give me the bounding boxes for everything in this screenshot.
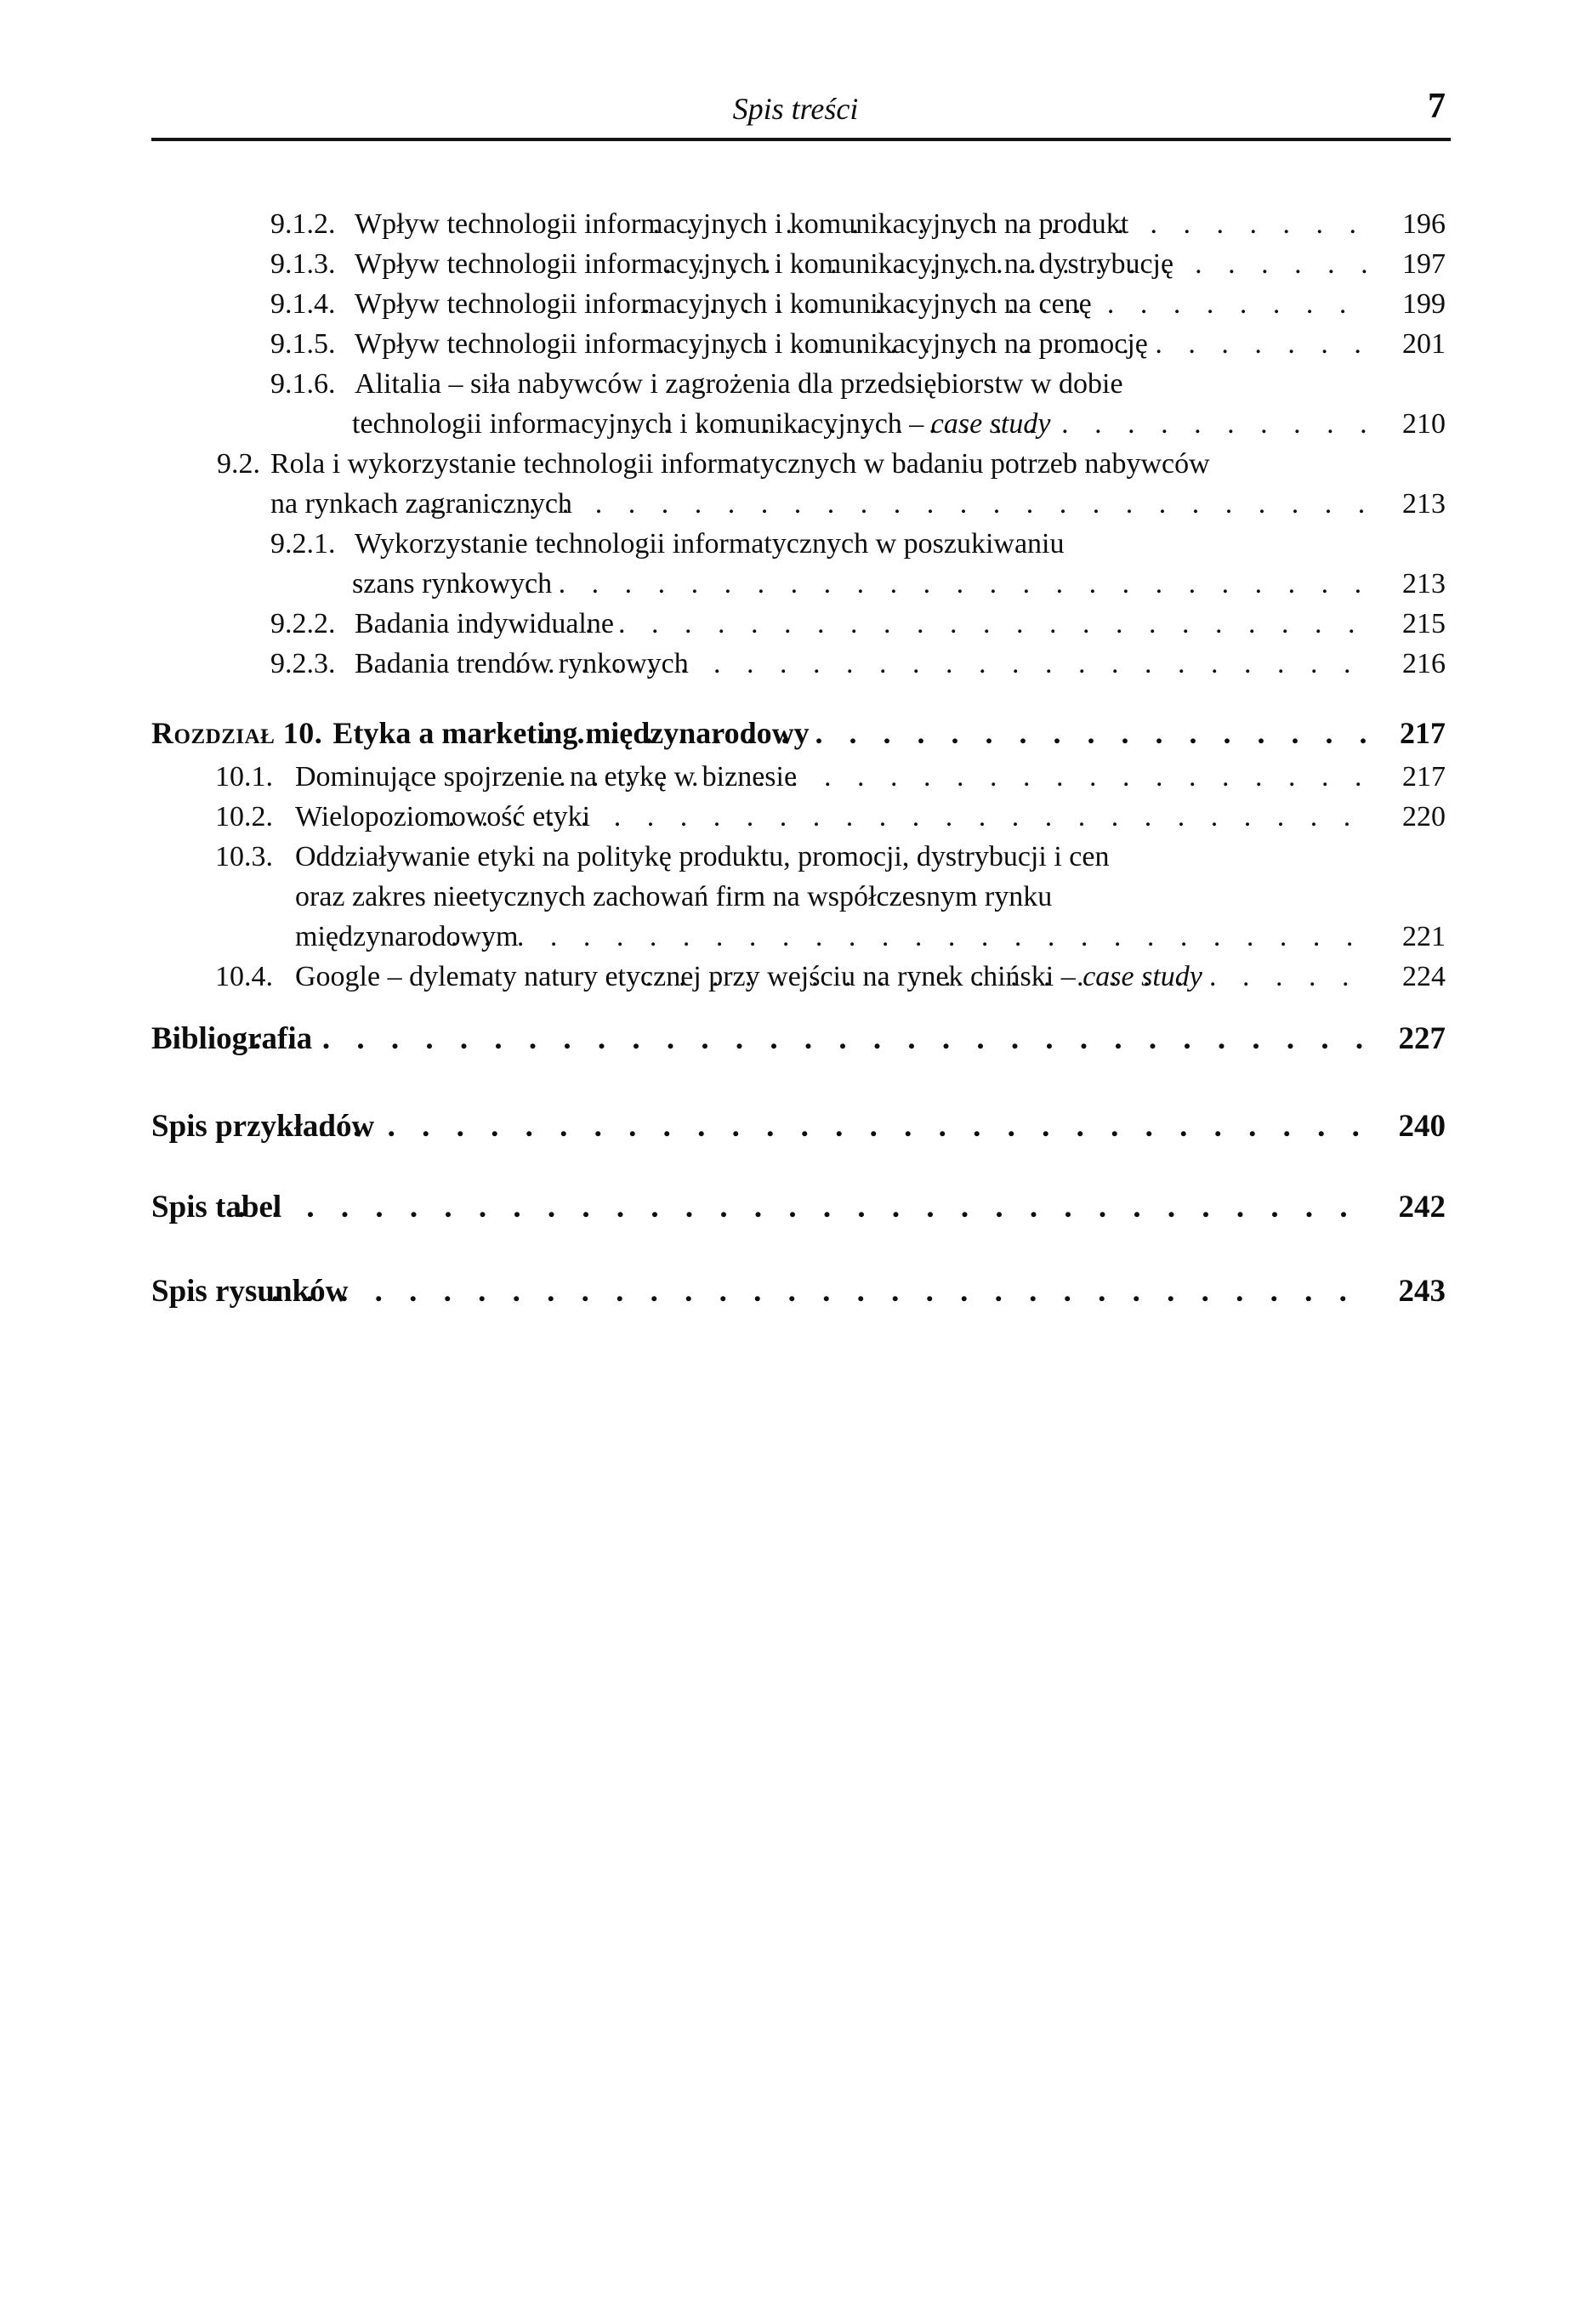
toc-entry-page: 215: [1402, 608, 1446, 639]
page-number: 7: [1428, 87, 1446, 126]
toc-entry-continuation: [0, 877, 1446, 917]
toc-leader-dots: [429, 484, 1374, 524]
toc-entry-number: 9.1.6.: [270, 368, 336, 400]
toc-entry: [0, 364, 1446, 404]
toc-leader-dots: [526, 757, 1374, 797]
toc-leader-dots: [448, 797, 1374, 837]
toc-entry: [0, 957, 1446, 997]
toc-entry: [0, 244, 1446, 284]
toc-entry-text: Dominujące spojrzenie na etykę w biznesie: [295, 761, 798, 793]
toc-entry-text: Spis przykładów: [151, 1109, 375, 1144]
toc-chapter-label: Rozdział 10.: [151, 716, 323, 750]
toc-entry-page: 197: [1402, 248, 1446, 280]
toc-list: [0, 204, 1446, 1311]
toc-entry: [0, 710, 1446, 757]
toc-leader-dots: [630, 404, 1374, 444]
toc-entry-number: 10.1.: [215, 761, 273, 793]
toc-entry-number: 9.2.3.: [270, 648, 336, 679]
toc-entry-page: 217: [1402, 761, 1446, 793]
toc-leader-dots: [271, 1271, 1374, 1311]
toc-entry-text: Badania trendów rynkowych: [355, 648, 689, 679]
toc-entry-text: Etyka a marketing międzynarodowy: [332, 716, 810, 750]
toc-entry-number: 9.2.2.: [270, 608, 336, 639]
toc-entry-page: 217: [1400, 716, 1446, 750]
toc-entry-number: 9.1.3.: [270, 248, 336, 280]
toc-entry-text: oraz zakres nieetycznych zachowań firm na współczesnym rynku: [295, 881, 1053, 912]
toc-entry-text: Badania indywidualne: [355, 608, 614, 639]
toc-leader-dots: [645, 957, 1374, 997]
toc-leader-dots: [459, 564, 1374, 604]
toc-entry-continuation: [0, 1019, 1446, 1059]
toc-entry-text: Wpływ technologii informacyjnych i komunikacyjnych na promocję: [355, 328, 1148, 360]
toc-entry-page: 196: [1402, 208, 1446, 240]
toc-entry-number: 10.2.: [215, 801, 273, 832]
toc-entry-text: Wpływ technologii informacyjnych i komunikacyjnych na dystrybucję: [355, 248, 1174, 280]
toc-leader-dots: [514, 644, 1374, 684]
toc-entry: [0, 604, 1446, 644]
toc-leader-dots: [664, 244, 1374, 284]
toc-entry: [0, 644, 1446, 684]
toc-leader-dots: [543, 710, 1374, 757]
toc-entry-page: 201: [1402, 328, 1446, 360]
toc-entry-page: 199: [1402, 288, 1446, 320]
toc-entry-continuation: [0, 1106, 1446, 1146]
toc-entry-page: 243: [1398, 1274, 1446, 1309]
toc-entry: [0, 797, 1446, 837]
toc-leader-dots: [253, 1019, 1374, 1059]
toc-entry-continuation: [0, 917, 1446, 957]
toc-entry-text: Wielopoziomowość etyki: [295, 801, 591, 832]
toc-entry-text: technologii informacyjnych i komunikacyjnych – case study: [352, 408, 1051, 440]
toc-entry-continuation: [0, 564, 1446, 604]
toc-entry: [0, 757, 1446, 797]
toc-entry-continuation: [0, 484, 1446, 524]
toc-entry-number: 9.2.1.: [270, 528, 336, 560]
toc-entry-page: 240: [1398, 1109, 1446, 1144]
toc-entry: [0, 837, 1446, 877]
toc-entry-text: Google – dylematy natury etycznej przy wejściu na rynek chiński – case study: [295, 961, 1202, 992]
toc-entry-page: 227: [1398, 1021, 1446, 1056]
toc-entry-page: 220: [1402, 801, 1446, 832]
toc-entry-number: 9.1.5.: [270, 328, 336, 360]
toc-entry-page: 224: [1402, 961, 1446, 992]
toc-leader-dots: [486, 604, 1374, 644]
toc-entry-text: szans rynkowych: [352, 568, 553, 599]
toc-entry-number: 9.2.: [217, 448, 260, 480]
toc-entry-page: 221: [1402, 921, 1446, 952]
page-header-title: Spis treści: [732, 92, 859, 126]
toc-entry-text: Alitalia – siła nabywców i zagrożenia dla przedsiębiorstw w dobie: [355, 368, 1123, 400]
toc-entry-text: Oddziaływanie etyki na politykę produktu, promocji, dystrybucji i cen: [295, 841, 1110, 872]
toc-entry-number: 10.3.: [215, 841, 273, 872]
toc-entry: [0, 324, 1446, 364]
toc-entry-page: 242: [1398, 1190, 1446, 1225]
toc-entry-number: 9.1.4.: [270, 288, 336, 320]
toc-entry-text: Spis rysunków: [151, 1274, 349, 1309]
toc-entry-continuation: [0, 1187, 1446, 1227]
toc-entry: [0, 524, 1446, 564]
toc-entry-continuation: [0, 404, 1446, 444]
toc-entry-text: międzynarodowym: [295, 921, 519, 952]
toc-entry-number: 10.4.: [215, 961, 273, 992]
toc-entry-text: na rynkach zagranicznych: [270, 488, 572, 520]
toc-entry-text: Spis tabel: [151, 1190, 282, 1225]
toc-leader-dots: [237, 1187, 1374, 1227]
toc-entry: [0, 444, 1446, 484]
toc-entry: [0, 284, 1446, 324]
header-rule: [151, 138, 1451, 141]
toc-entry-number: 9.1.2.: [270, 208, 336, 240]
toc-entry-text: Rola i wykorzystanie technologii informatycznych w badaniu potrzeb nabywców: [270, 448, 1210, 480]
toc-entry-text: Wykorzystanie technologii informatycznych w poszukiwaniu: [355, 528, 1065, 560]
toc-leader-dots: [643, 284, 1374, 324]
toc-entry-text-italic: case study: [1082, 961, 1202, 992]
toc-entry-page: 210: [1402, 408, 1446, 440]
toc-entry-continuation: [0, 1271, 1446, 1311]
toc-leader-dots: [657, 324, 1374, 364]
toc-entry-page: 213: [1402, 568, 1446, 599]
toc-entry: [0, 204, 1446, 244]
toc-entry-page: 216: [1402, 648, 1446, 679]
toc-entry-text: Bibliografia: [151, 1021, 313, 1056]
toc-entry-text: Wpływ technologii informacyjnych i komunikacyjnych na produkt: [355, 208, 1129, 240]
toc-leader-dots: [418, 917, 1374, 957]
toc-entry-text: Wpływ technologii informacyjnych i komunikacyjnych na cenę: [355, 288, 1092, 320]
toc-entry-page: 213: [1402, 488, 1446, 520]
toc-leader-dots: [652, 204, 1374, 244]
toc-leader-dots: [284, 1106, 1374, 1146]
toc-entry-text-italic: case study: [930, 408, 1051, 440]
